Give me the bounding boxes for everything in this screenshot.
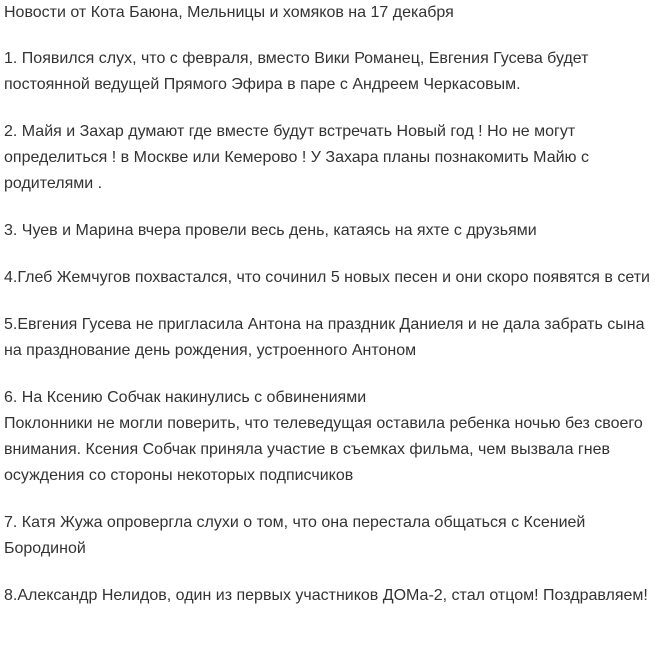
- news-item-3: 3. Чуев и Марина вчера провели весь день, катаясь на яхте с друзьями: [4, 222, 537, 239]
- news-item-2: 2. Майя и Захар думают где вместе будут встречать Новый год ! Но не могут определиться ! в Москве или Кемерово ! У Захара планы познакомить Майю с родителями .: [4, 123, 589, 192]
- news-item-7: 7. Катя Жужа опровергла слухи о том, что она перестала общаться с Ксенией Бородиной: [4, 514, 586, 557]
- news-item-6-body: Поклонники не могли поверить, что телеведущая оставила ребенка ночью без своего внимания. Ксения Собчак приняла участие в съемках фильма, чем вызвала гнев осуждения со стороны некоторых подписчиков: [4, 415, 643, 484]
- page-title: Новости от Кота Баюна, Мельницы и хомяков на 17 декабря: [4, 4, 454, 21]
- news-item-8: 8.Александр Нелидов, один из первых участников ДОМа-2, стал отцом! Поздравляем!: [4, 587, 648, 604]
- news-item-5: 5.Евгения Гусева не пригласила Антона на праздник Даниеля и не дала забрать сына на празднование день рождения, устроенного Антоном: [4, 316, 645, 359]
- news-item-6-headline: 6. На Ксению Собчак накинулись с обвинениями: [4, 389, 367, 406]
- news-item-1: 1. Появился слух, что с февраля, вместо Вики Романец, Евгения Гусева будет постоянной ведущей Прямого Эфира в паре с Андреем Черкасовым.: [4, 50, 589, 93]
- news-item-4: 4.Глеб Жемчугов похвастался, что сочинил 5 новых песен и они скоро появятся в сети: [4, 269, 650, 286]
- news-item-6: [4, 385, 650, 489]
